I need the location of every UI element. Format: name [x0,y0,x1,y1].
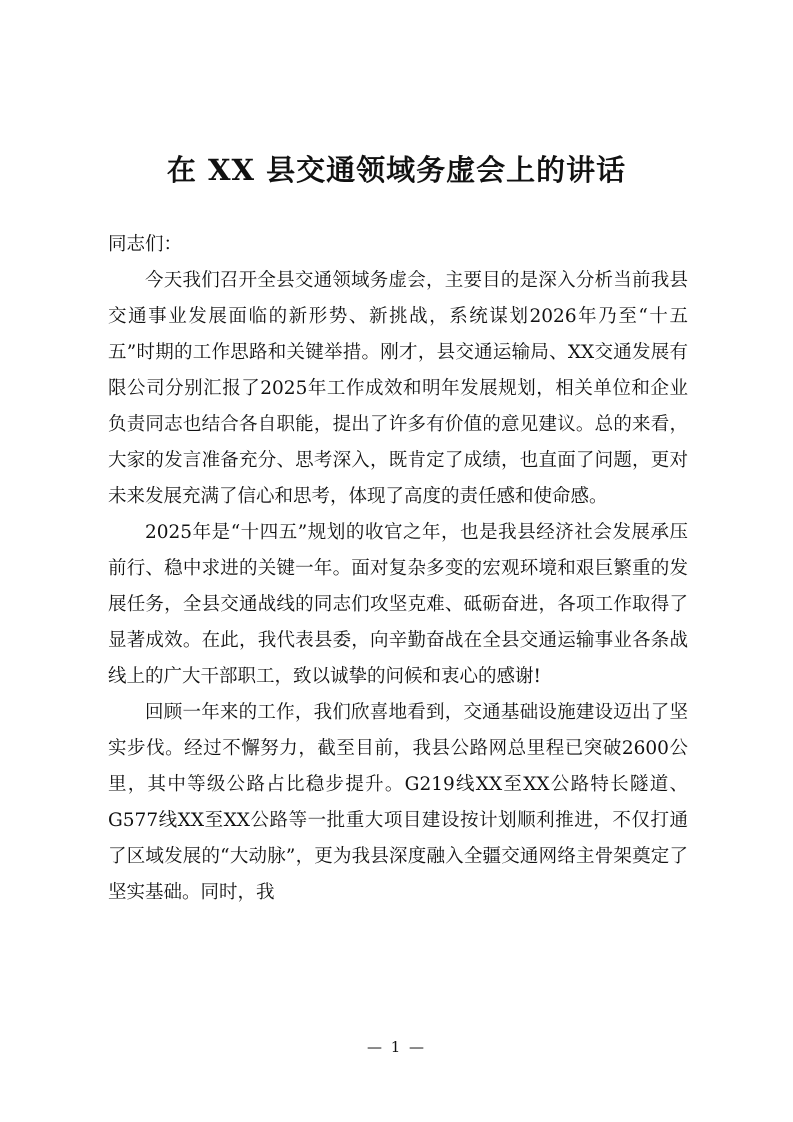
document-title: 在 XX 县交通领域务虚会上的讲话 [166,153,627,187]
paragraph: 回顾一年来的工作，我们欣喜地看到，交通基础设施建设迈出了坚实步伐。经过不懈努力，截至目前，我县公路网总里程已突破2600公里，其中等级公路占比稳步提升。G219线XX至XX公路特长隧道、G577线XX至XX公路等一批重大项目建设按计划顺利推进，不仅打通了区域发展的“大动脉”，更为我县深度融入全疆交通网络主骨架奠定了坚实基础。同时，我 [108,702,688,903]
paragraph: 2025年是“十四五”规划的收官之年，也是我县经济社会发展承压前行、稳中求进的关键一年。面对复杂多变的宏观环境和艰巨繁重的发展任务，全县交通战线的同志们攻坚克难、砥砺奋进，各项工作取得了显著成效。在此，我代表县委，向辛勤奋战在全县交通运输事业各条战线上的广大干部职工，致以诚挚的问候和衷心的感谢! [108,522,688,687]
document-body [108,227,688,911]
salutation: 同志们： [108,234,183,255]
paragraph: 今天我们召开全县交通领域务虚会，主要目的是深入分析当前我县交通事业发展面临的新形势、新挑战，系统谋划2026年乃至“十五五”时期的工作思路和关键举措。刚才，县交通运输局、XX交通发展有限公司分别汇报了2025年工作成效和明年发展规划，相关单位和企业负责同志也结合各自职能，提出了许多有价值的意见建议。总的来看，大家的发言准备充分、思考深入，既肯定了成绩，也直面了问题，更对未来发展充满了信心和思考，体现了高度的责任感和使命感。 [108,270,688,507]
page-number: — 1 — [366,1038,427,1056]
